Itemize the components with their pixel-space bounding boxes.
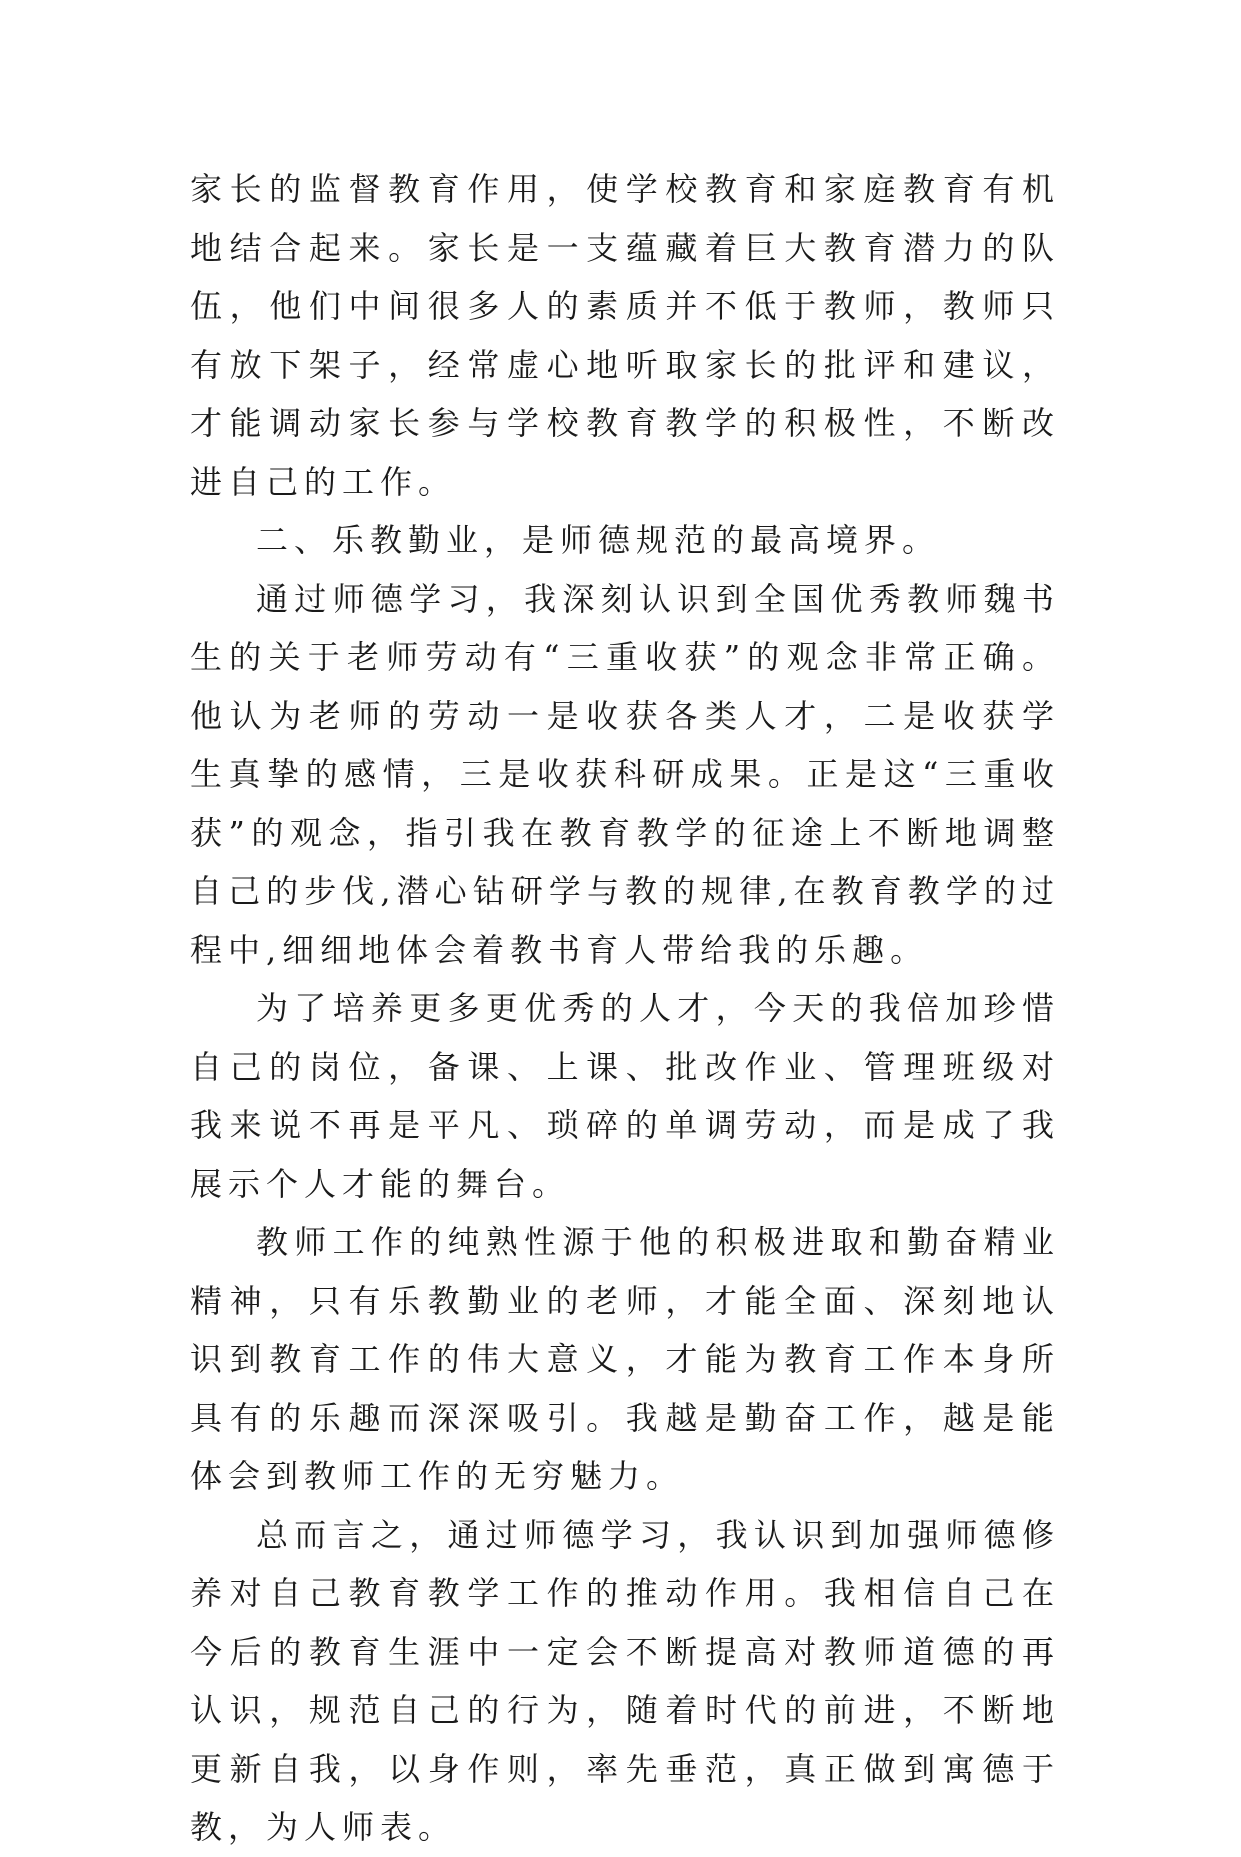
paragraph-conclusion: 总而言之，通过师德学习，我认识到加强师德修养对自己教育教学工作的推动作用。我相信自己在今后的教育生涯中一定会不断提高对教师道德的再认识，规范自己的行为，随着时代的前进，不断地更新自我，以身作则，率先垂范，真正做到寓德于教，为人师表。 (190, 1515, 1060, 1846)
paragraph: 为了培养更多更优秀的人才，今天的我倍加珍惜自己的岗位，备课、上课、批改作业、管理班级对我来说不再是平凡、琐碎的单调劳动，而是成了我展示个人才能的舞台。 (190, 989, 1060, 1203)
paragraph-continued: 家长的监督教育作用，使学校教育和家庭教育有机地结合起来。家长是一支蕴藏着巨大教育潜力的队伍，他们中间很多人的素质并不低于教师，教师只有放下架子，经常虚心地听取家长的批评和建议，才能调动家长参与学校教育教学的积极性，不断改进自己的工作。 (190, 170, 1060, 501)
paragraph: 通过师德学习，我深刻认识到全国优秀教师魏书生的关于老师劳动有“三重收获”的观念非常正确。他认为老师的劳动一是收获各类人才，二是收获学生真挚的感情，三是收获科研成果。正是这“三重收获”的观念，指引我在教育教学的征途上不断地调整自己的步伐,潜心钻研学与教的规律,在教育教学的过程中,细细地体会着教书育人带给我的乐趣。 (190, 579, 1060, 969)
paragraph: 教师工作的纯熟性源于他的积极进取和勤奋精业精神，只有乐教勤业的老师，才能全面、深刻地认识到教育工作的伟大意义，才能为教育工作本身所具有的乐趣而深深吸引。我越是勤奋工作，越是能体会到教师工作的无穷魅力。 (190, 1223, 1060, 1495)
section-heading: 二、乐教勤业，是师德规范的最高境界。 (256, 521, 941, 559)
document-body (190, 160, 1060, 1857)
